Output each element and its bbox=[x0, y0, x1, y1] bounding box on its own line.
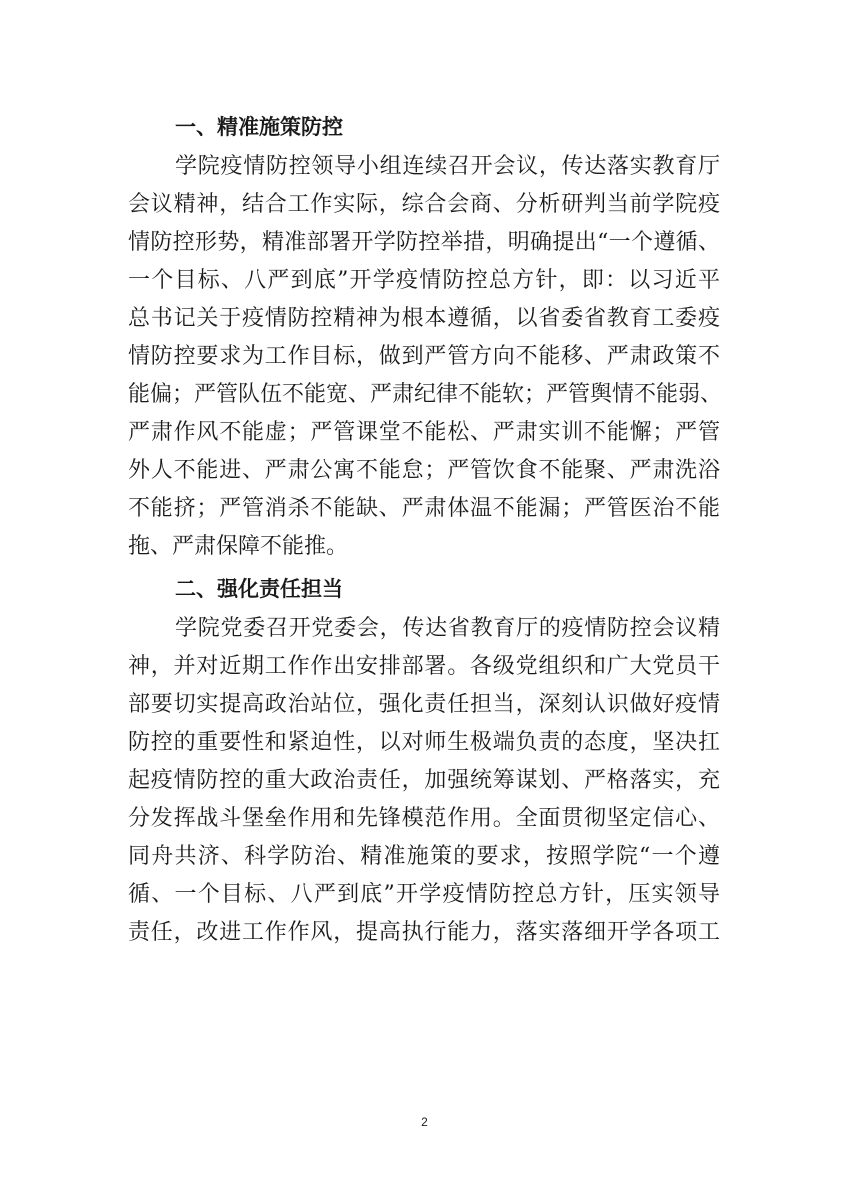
paragraph-line: 学院党委召开党委会，传达省教育厅的疫情防控会议精 bbox=[175, 616, 720, 641]
paragraph-line: 分发挥战斗堡垒作用和先锋模范作用。全面贯彻坚定信心、 bbox=[128, 806, 720, 831]
paragraph-line: 同舟共济、科学防治、精准施策的要求，按照学院“一个遵 bbox=[128, 844, 720, 869]
paragraph-line: 情防控形势，精准部署开学防控举措，明确提出“一个遵循、 bbox=[128, 230, 720, 255]
page-number: 2 bbox=[421, 1115, 428, 1129]
section-heading-precise-control: 一、精准施策防控 bbox=[175, 115, 343, 139]
section-paragraph-responsibility bbox=[128, 610, 720, 952]
document-body bbox=[128, 106, 723, 952]
paragraph-line: 循、一个目标、八严到底”开学疫情防控总方针，压实领导 bbox=[128, 882, 720, 907]
paragraph-line: 学院疫情防控领导小组连续召开会议，传达落实教育厅 bbox=[175, 154, 720, 179]
paragraph-line: 起疫情防控的重大政治责任，加强统筹谋划、严格落实，充 bbox=[128, 768, 720, 793]
paragraph-line: 神，并对近期工作作出安排部署。各级党组织和广大党员干 bbox=[128, 654, 720, 679]
paragraph-line: 会议精神，结合工作实际，综合会商、分析研判当前学院疫 bbox=[128, 192, 720, 217]
paragraph-line: 责任，改进工作作风，提高执行能力，落实落细开学各项工 bbox=[128, 920, 720, 945]
paragraph-line: 部要切实提高政治站位，强化责任担当，深刻认识做好疫情 bbox=[128, 692, 720, 717]
paragraph-line: 一个目标、八严到底”开学疫情防控总方针，即：以习近平 bbox=[128, 268, 720, 293]
paragraph-line: 严肃作风不能虚；严管课堂不能松、严肃实训不能懈；严管 bbox=[128, 420, 720, 445]
paragraph-line: 防控的重要性和紧迫性，以对师生极端负责的态度，坚决扛 bbox=[128, 730, 720, 755]
paragraph-line: 不能挤；严管消杀不能缺、严肃体温不能漏；严管医治不能 bbox=[128, 496, 720, 521]
paragraph-line: 总书记关于疫情防控精神为根本遵循，以省委省教育工委疫 bbox=[128, 306, 720, 331]
section-heading-responsibility: 二、强化责任担当 bbox=[175, 577, 343, 601]
paragraph-line: 能偏；严管队伍不能宽、严肃纪律不能软；严管舆情不能弱、 bbox=[128, 382, 723, 407]
paragraph-line: 外人不能进、严肃公寓不能怠；严管饮食不能聚、严肃洗浴 bbox=[128, 458, 720, 483]
paragraph-line: 情防控要求为工作目标，做到严管方向不能移、严肃政策不 bbox=[128, 344, 720, 369]
section-paragraph-precise-control bbox=[128, 148, 723, 566]
paragraph-line: 拖、严肃保障不能推。 bbox=[128, 534, 349, 559]
